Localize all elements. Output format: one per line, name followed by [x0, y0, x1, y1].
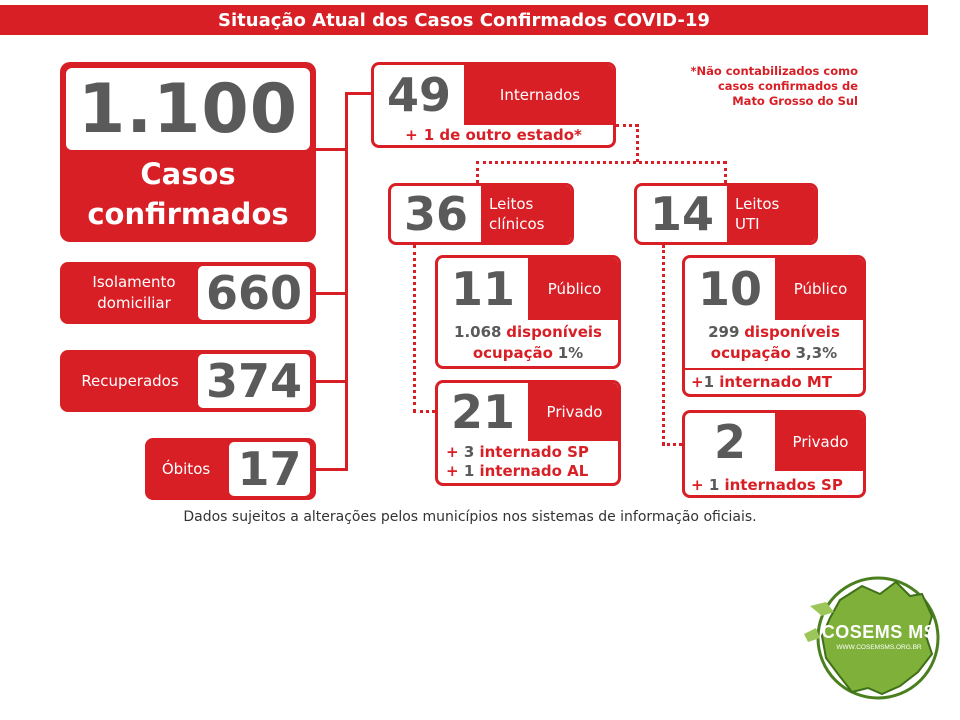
dotted-connector [662, 245, 665, 445]
ocupacao-value: 1% [557, 344, 584, 362]
internados-extra [374, 125, 613, 145]
plus-icon: + [446, 443, 459, 461]
internados-label: Internados [499, 86, 581, 104]
uti-publico-stats [685, 322, 863, 364]
clinicos-privado-card [435, 380, 621, 486]
plus-icon: + [446, 462, 459, 480]
extra-number: 3 [463, 443, 475, 461]
leitos-uti-label-line: UTI [735, 215, 760, 233]
disponiveis-number: 299 [708, 323, 740, 341]
uti-privado-label: Privado [792, 433, 849, 451]
leitos-clinicos-card [388, 183, 574, 245]
note-line: Mato Grosso do Sul [732, 94, 858, 108]
dotted-connector [476, 161, 479, 183]
uti-privado-value-box [685, 413, 775, 471]
total-cases-card [60, 62, 316, 242]
internados-label-box [464, 65, 616, 125]
isolamento-value-box [198, 266, 310, 320]
leitos-clinicos-label-line: clínicos [489, 215, 545, 233]
leitos-uti-value-box [637, 186, 727, 242]
dotted-connector [413, 245, 416, 412]
note [660, 64, 858, 109]
internados-extra-text: 1 de outro estado* [423, 126, 582, 144]
connector-from-isolamento [316, 292, 346, 295]
uti-publico-label-box [775, 258, 866, 320]
uti-privado-label-box [775, 413, 866, 471]
uti-publico-divider [685, 368, 863, 370]
leitos-clinicos-value-box [391, 186, 481, 242]
dotted-connector [616, 124, 638, 127]
uti-publico-value-box [685, 258, 775, 320]
isolamento-label [72, 272, 196, 314]
ocupacao-word: ocupação [472, 344, 553, 362]
connector-to-internados [345, 92, 373, 95]
extra-number: 1 [463, 462, 475, 480]
recuperados-label: Recuperados [81, 372, 179, 390]
connector-from-recuperados [316, 380, 346, 383]
clinicos-publico-value-box [438, 258, 528, 320]
note-line: casos confirmados de [717, 79, 858, 93]
leitos-clinicos-value: 36 [403, 187, 468, 241]
extra-text: internados SP [724, 476, 843, 494]
recuperados-value: 374 [205, 354, 303, 408]
isolamento-value: 660 [205, 266, 303, 320]
disponiveis-word: disponíveis [506, 323, 602, 341]
dotted-connector [476, 161, 726, 164]
dotted-connector [413, 410, 435, 413]
disponiveis-word: disponíveis [744, 323, 840, 341]
extra-number: 1 [703, 373, 715, 391]
clinicos-publico-label-box [528, 258, 621, 320]
ocupacao-word: ocupação [710, 344, 791, 362]
isolamento-card [60, 262, 316, 324]
internados-card [371, 62, 616, 148]
clinicos-privado-label-box [528, 383, 621, 441]
footer-text: Dados sujeitos a alterações pelos municípios nos sistemas de informação oficiais. [183, 509, 757, 525]
leitos-clinicos-label-line: Leitos [489, 195, 534, 213]
clinicos-publico-stats [438, 322, 618, 364]
uti-privado-value: 2 [713, 415, 746, 469]
disponiveis-number: 1.068 [454, 323, 502, 341]
obitos-value: 17 [237, 442, 302, 496]
clinicos-publico-value: 11 [450, 262, 515, 316]
recuperados-value-box [198, 354, 310, 408]
uti-publico-card [682, 255, 866, 397]
dotted-connector [724, 161, 727, 183]
page-title: Situação Atual dos Casos Confirmados COVID-19 [218, 9, 710, 31]
uti-privado-card [682, 410, 866, 498]
extra-text: internado AL [479, 462, 589, 480]
uti-privado-extra [691, 475, 866, 495]
connector-from-total [316, 148, 346, 151]
cosems-logo [800, 572, 948, 702]
leitos-uti-card [634, 183, 818, 245]
total-cases-label-line: confirmados [87, 197, 289, 231]
recuperados-card [60, 350, 316, 412]
obitos-card [145, 438, 316, 500]
obitos-label: Óbitos [161, 460, 211, 478]
total-cases-label [60, 154, 316, 234]
extra-text: internado SP [479, 443, 589, 461]
plus-icon: + [405, 126, 418, 144]
logo-name: COSEMS MS [821, 622, 937, 642]
clinicos-privado-value-box [438, 383, 528, 441]
header-bar [0, 5, 928, 35]
total-cases-value-box [66, 68, 310, 150]
ocupacao-value: 3,3% [795, 344, 838, 362]
uti-publico-extra [691, 372, 866, 392]
note-line: *Não contabilizados como [690, 64, 858, 78]
clinicos-publico-card [435, 255, 621, 369]
recuperados-label-wrap [64, 350, 196, 412]
clinicos-publico-label: Público [547, 280, 602, 298]
leitos-uti-label-box [727, 186, 818, 242]
isolamento-label-line: Isolamento [92, 273, 176, 291]
logo-url: WWW.COSEMSMS.ORG.BR [836, 644, 922, 651]
dotted-connector [636, 124, 639, 162]
footer-note [60, 509, 880, 525]
extra-text: internado MT [719, 373, 833, 391]
internados-value-box [374, 65, 464, 125]
leitos-clinicos-label-box [481, 186, 574, 242]
obitos-value-box [229, 442, 310, 496]
uti-publico-value: 10 [697, 262, 762, 316]
leitos-uti-value: 14 [649, 187, 714, 241]
isolamento-label-line: domiciliar [97, 294, 171, 312]
clinicos-privado-value: 21 [450, 385, 515, 439]
clinicos-privado-extras [446, 443, 621, 481]
obitos-label-wrap [145, 438, 227, 500]
extra-number: 1 [708, 476, 720, 494]
clinicos-privado-label: Privado [546, 403, 603, 421]
dotted-connector [662, 443, 682, 446]
leitos-uti-label-line: Leitos [735, 195, 780, 213]
internados-value: 49 [386, 68, 451, 122]
total-cases-label-line: Casos [140, 157, 236, 191]
plus-icon: + [691, 476, 704, 494]
connector-from-obitos [316, 468, 346, 471]
plus-icon: + [691, 373, 704, 391]
total-cases-value: 1.100 [77, 69, 299, 149]
uti-publico-label: Público [793, 280, 848, 298]
